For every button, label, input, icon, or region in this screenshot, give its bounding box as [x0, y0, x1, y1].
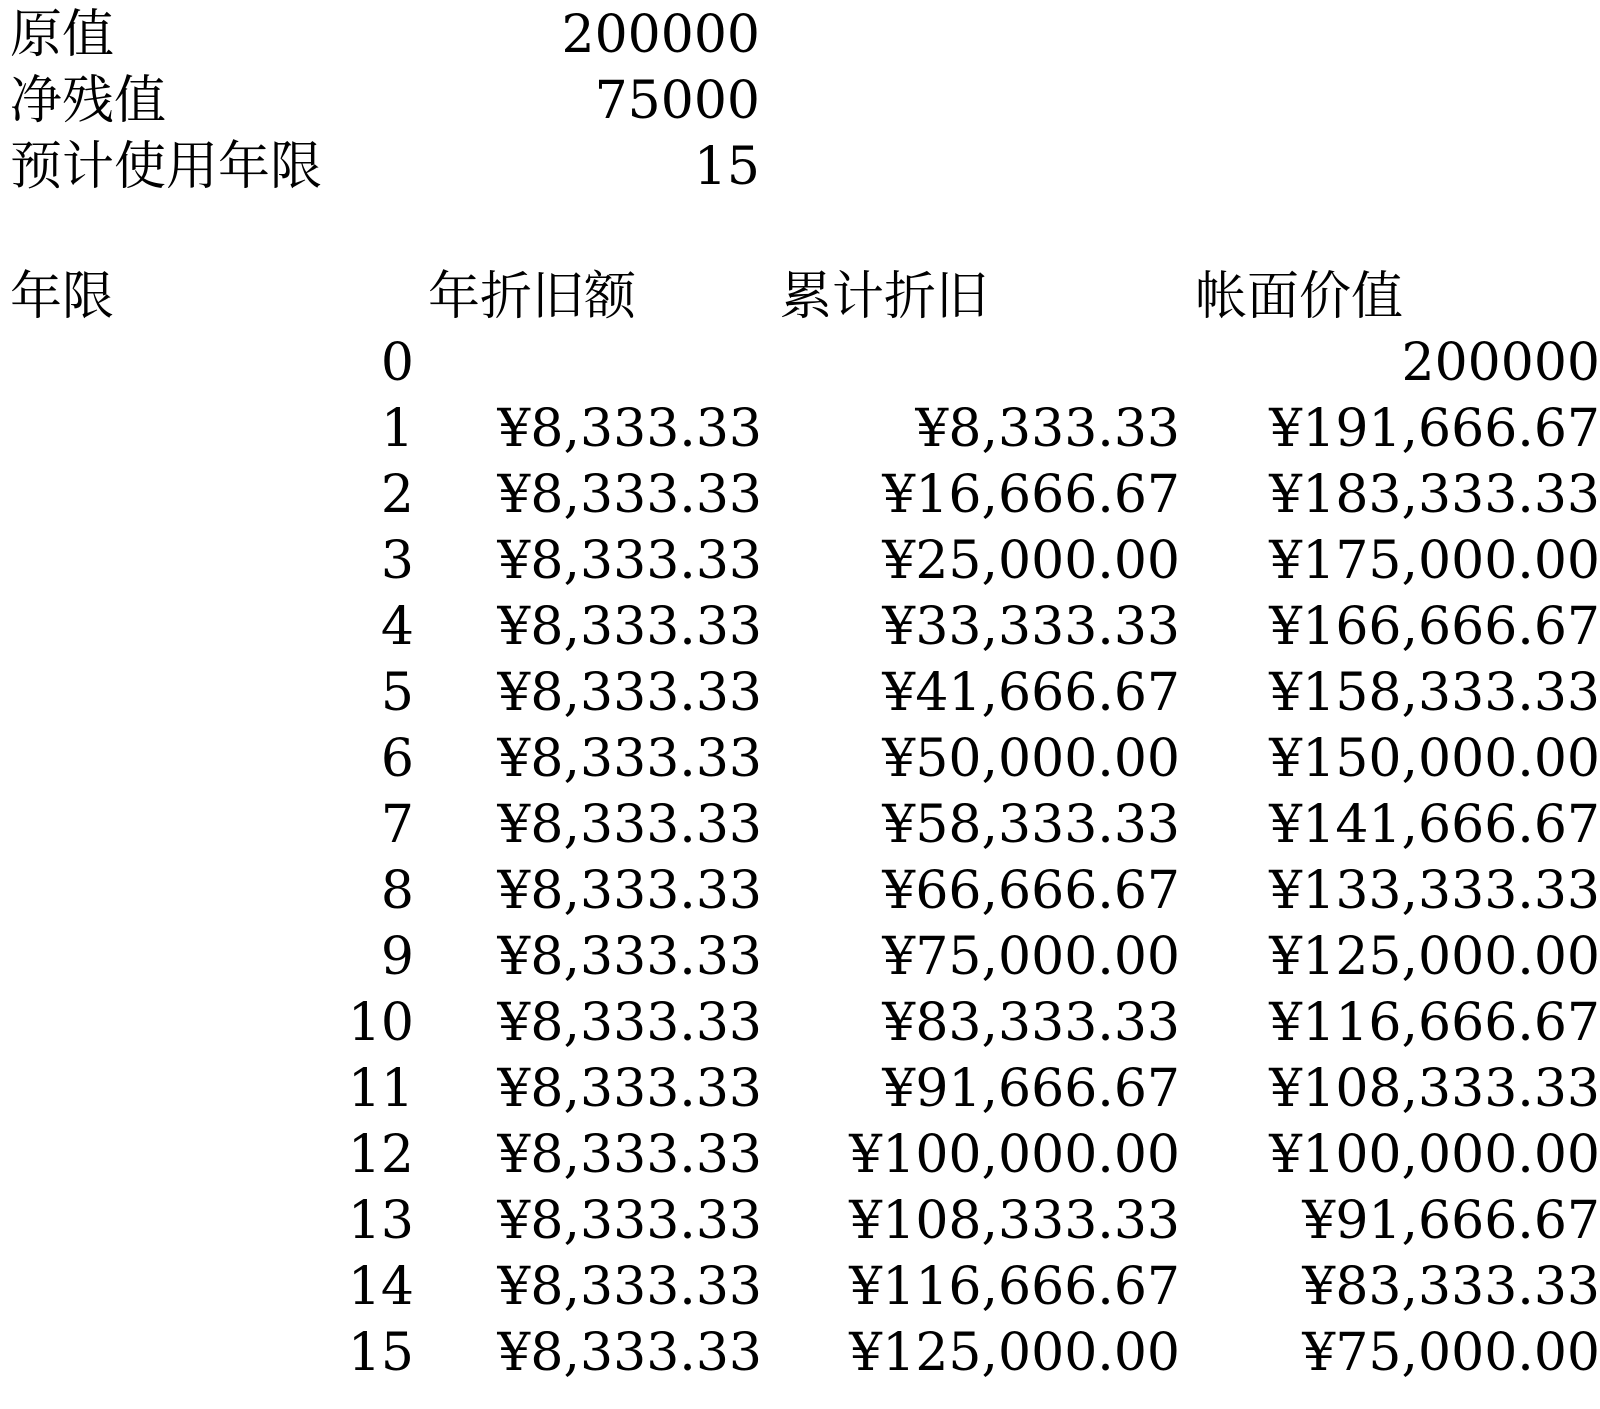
- cell-accumulated-depreciation: ¥83,333.33: [882, 993, 1180, 1053]
- cell-book-value: ¥125,000.00: [1269, 927, 1600, 987]
- table-row: [0, 330, 1600, 396]
- table-row: [0, 1056, 1600, 1122]
- info-value: 15: [693, 137, 760, 197]
- table-row: [0, 1254, 1600, 1320]
- cell-year: 8: [380, 861, 414, 921]
- header-accumulated-depreciation: 累计折旧: [780, 267, 989, 327]
- table-row: [0, 594, 1600, 660]
- cell-accumulated-depreciation: ¥108,333.33: [849, 1191, 1180, 1251]
- table-row: [0, 1188, 1600, 1254]
- cell-accumulated-depreciation: ¥50,000.00: [882, 729, 1180, 789]
- cell-book-value: ¥166,666.67: [1269, 597, 1600, 657]
- info-value: 200000: [561, 5, 760, 65]
- cell-book-value: ¥141,666.67: [1269, 795, 1600, 855]
- cell-book-value: ¥133,333.33: [1269, 861, 1600, 921]
- cell-accumulated-depreciation: ¥41,666.67: [882, 663, 1180, 723]
- table-row: [0, 726, 1600, 792]
- cell-annual-depreciation: ¥8,333.33: [497, 861, 762, 921]
- info-label: 预计使用年限: [10, 137, 323, 197]
- cell-annual-depreciation: ¥8,333.33: [497, 1191, 762, 1251]
- cell-year: 9: [380, 927, 414, 987]
- table-row: [0, 1122, 1600, 1188]
- cell-annual-depreciation: ¥8,333.33: [497, 531, 762, 591]
- cell-book-value: 200000: [1401, 333, 1600, 393]
- cell-year: 3: [380, 531, 414, 591]
- cell-annual-depreciation: ¥8,333.33: [497, 399, 762, 459]
- table-row: [0, 660, 1600, 726]
- cell-accumulated-depreciation: [762, 330, 1180, 396]
- cell-year: 6: [380, 729, 414, 789]
- cell-annual-depreciation: ¥8,333.33: [497, 1323, 762, 1383]
- cell-year: 0: [380, 333, 414, 393]
- table-row: [0, 396, 1600, 462]
- cell-accumulated-depreciation: ¥125,000.00: [849, 1323, 1180, 1383]
- cell-accumulated-depreciation: ¥66,666.67: [882, 861, 1180, 921]
- cell-accumulated-depreciation: ¥116,666.67: [849, 1257, 1180, 1317]
- cell-book-value: ¥75,000.00: [1302, 1323, 1600, 1383]
- cell-accumulated-depreciation: ¥75,000.00: [882, 927, 1180, 987]
- info-row-useful-life: [0, 134, 1600, 200]
- table-row: [0, 924, 1600, 990]
- cell-book-value: ¥91,666.67: [1302, 1191, 1600, 1251]
- cell-year: 2: [380, 465, 414, 525]
- info-value: 75000: [594, 71, 760, 131]
- cell-annual-depreciation: ¥8,333.33: [497, 1059, 762, 1119]
- cell-year: 1: [380, 399, 414, 459]
- cell-year: 13: [347, 1191, 414, 1251]
- cell-book-value: ¥116,666.67: [1269, 993, 1600, 1053]
- cell-annual-depreciation: ¥8,333.33: [497, 1125, 762, 1185]
- info-row-original-value: [0, 2, 1600, 68]
- cell-accumulated-depreciation: ¥8,333.33: [915, 399, 1180, 459]
- header-annual-depreciation: 年折旧额: [428, 267, 637, 327]
- table-row: [0, 990, 1600, 1056]
- cell-book-value: ¥183,333.33: [1269, 465, 1600, 525]
- table-header: [0, 264, 1600, 330]
- cell-annual-depreciation: ¥8,333.33: [497, 927, 762, 987]
- info-label: 原值: [10, 5, 115, 65]
- cell-year: 15: [347, 1323, 414, 1383]
- cell-year: 7: [380, 795, 414, 855]
- cell-year: 4: [380, 597, 414, 657]
- cell-accumulated-depreciation: ¥16,666.67: [882, 465, 1180, 525]
- cell-book-value: ¥108,333.33: [1269, 1059, 1600, 1119]
- cell-book-value: ¥191,666.67: [1269, 399, 1600, 459]
- table-row: [0, 462, 1600, 528]
- cell-book-value: ¥150,000.00: [1269, 729, 1600, 789]
- table-row: [0, 528, 1600, 594]
- cell-annual-depreciation: ¥8,333.33: [497, 663, 762, 723]
- table-row: [0, 858, 1600, 924]
- cell-book-value: ¥83,333.33: [1302, 1257, 1600, 1317]
- cell-annual-depreciation: [414, 330, 762, 396]
- header-book-value: 帐面价值: [1195, 267, 1404, 327]
- info-label: 净残值: [10, 71, 167, 131]
- cell-year: 14: [347, 1257, 414, 1317]
- cell-book-value: ¥175,000.00: [1269, 531, 1600, 591]
- cell-accumulated-depreciation: ¥58,333.33: [882, 795, 1180, 855]
- cell-annual-depreciation: ¥8,333.33: [497, 465, 762, 525]
- cell-year: 5: [380, 663, 414, 723]
- cell-annual-depreciation: ¥8,333.33: [497, 1257, 762, 1317]
- cell-annual-depreciation: ¥8,333.33: [497, 795, 762, 855]
- cell-annual-depreciation: ¥8,333.33: [497, 729, 762, 789]
- cell-annual-depreciation: ¥8,333.33: [497, 993, 762, 1053]
- cell-accumulated-depreciation: ¥100,000.00: [849, 1125, 1180, 1185]
- cell-annual-depreciation: ¥8,333.33: [497, 597, 762, 657]
- info-row-net-salvage: [0, 68, 1600, 134]
- table-row: [0, 1320, 1600, 1386]
- cell-book-value: ¥158,333.33: [1269, 663, 1600, 723]
- header-year: 年限: [10, 267, 115, 327]
- cell-accumulated-depreciation: ¥91,666.67: [882, 1059, 1180, 1119]
- cell-accumulated-depreciation: ¥25,000.00: [882, 531, 1180, 591]
- cell-year: 10: [347, 993, 414, 1053]
- cell-book-value: ¥100,000.00: [1269, 1125, 1600, 1185]
- cell-year: 12: [347, 1125, 414, 1185]
- cell-accumulated-depreciation: ¥33,333.33: [882, 597, 1180, 657]
- cell-year: 11: [347, 1059, 414, 1119]
- table-row: [0, 792, 1600, 858]
